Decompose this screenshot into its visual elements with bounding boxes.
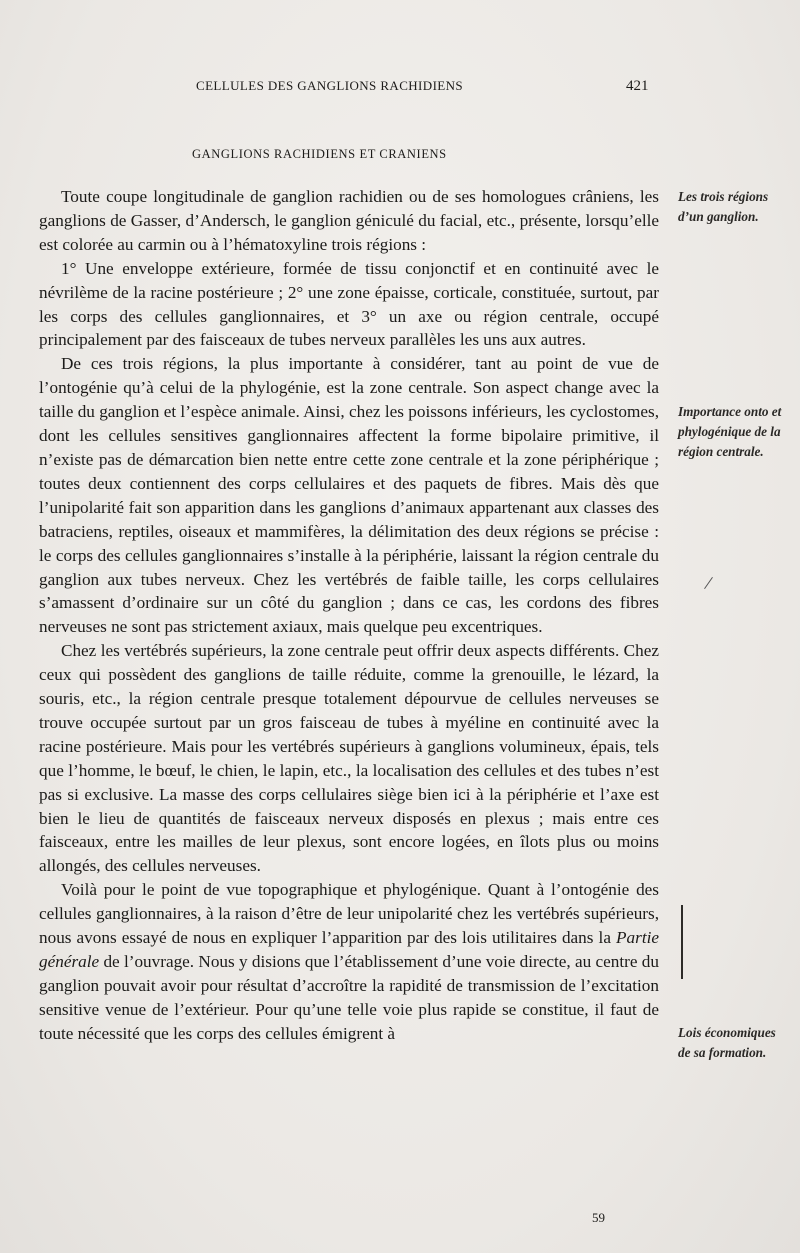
body-text (39, 185, 659, 1046)
running-title: CELLULES DES GANGLIONS RACHIDIENS (196, 78, 464, 93)
paragraph: Toute coupe longitudinale de ganglion rachidien ou de ses homologues crâniens, les ganglions de Gasser, d’Andersch, le ganglion géniculé du facial, etc., présente, lorsqu’elle est colorée au carmin ou à l’hématoxyline trois régions : (39, 187, 659, 254)
italic-reference: Partie générale (39, 928, 659, 971)
text-run: de l’ouvrage. Nous y disions que l’établissement d’une voie directe, au centre du ganglion pouvait avoir pour résultat d’accroître la rapidité de transmission de l’excitation sensitive venue de l’extérieur. Pour qu’une telle voie plus rapide se constitue, il faut de toute nécessité que les corps des cellules émigrent à (39, 952, 659, 1043)
signature-mark: 59 (592, 1210, 605, 1225)
paragraph-last (39, 878, 659, 1045)
margin-note: Lois économiques de sa formation. (678, 1025, 776, 1060)
page-number: 421 (626, 78, 649, 94)
margin-bracket-line (681, 905, 683, 979)
margin-note: Importance onto et phylogénique de la région centrale. (678, 404, 782, 459)
text-run: Voilà pour le point de vue topographique et phylogénique. Quant à l’ontogénie des cellules ganglionnaires, à la raison d’être de leur unipolarité chez les vertébrés supérieurs, nous avons essayé de nous en expliquer l’apparition par des lois utilitaires dans la (39, 880, 659, 948)
paragraph: 1° Une enveloppe extérieure, formée de tissu conjonctif et en continuité avec le névrilème de la racine postérieure ; 2° une zone épaisse, corticale, constituée, surtout, par les corps des cellules ganglionnaires, et 3° un axe ou région centrale, occupé principalement par des faisceaux de tubes nerveux parallèles les uns aux autres. (39, 258, 659, 350)
margin-note: Les trois régions d’un ganglion. (678, 189, 769, 224)
pencil-mark (704, 577, 713, 589)
section-title: GANGLIONS RACHIDIENS ET CRANIENS (192, 147, 447, 161)
paragraph: De ces trois régions, la plus importante à considérer, tant au point de vue de l’ontogénie qu’à celui de la phylogénie, est la zone centrale. Son aspect change avec la taille du ganglion et l’espèce animale. Ainsi, chez les poissons inférieurs, les cyclostomes, dont les cellules sensitives ganglionnaires affectent la forme bipolaire primitive, il n’existe pas de démarcation bien nette entre cette zone centrale et la zone périphérique ; toutes deux contiennent des corps cellulaires et des paquets de fibres. Mais dès que l’unipolarité fait son apparition dans les ganglions d’animaux appartenant aux classes des batraciens, reptiles, oiseaux et mammifères, la délimitation des deux régions se précise : le corps des cellules ganglionnaires s’installe à la périphérie, laissant la région centrale du ganglion aux tubes nerveux. Chez les vertébrés de faible taille, les corps cellulaires s’amassent d’ordinaire sur un côté du ganglion ; dans ce cas, les cordons des fibres nerveuses ne sont pas strictement axiaux, mais quelque peu excentriques. (39, 354, 659, 637)
paragraph: Chez les vertébrés supérieurs, la zone centrale peut offrir deux aspects différents. Chez ceux qui possèdent des ganglions de taille réduite, comme la grenouille, le lézard, la souris, etc., la région centrale presque totalement dépourvue de cellules nerveuses se trouve occupée surtout par un gros faisceau de tubes à myéline en continuité avec la racine postérieure. Mais pour les vertébrés supérieurs à ganglions volumineux, épais, tels que l’homme, le bœuf, le chien, le lapin, etc., la localisation des cellules et des tubes n’est pas si exclusive. La masse des corps cellulaires siège bien ici à la périphérie et l’axe est bien le lieu de quantités de faisceaux nerveux disposés en plexus ; mais entre ces faisceaux, entre les mailles de leur plexus, sont encore logées, en îlots plus ou moins allongés, des cellules nerveuses. (39, 641, 659, 876)
